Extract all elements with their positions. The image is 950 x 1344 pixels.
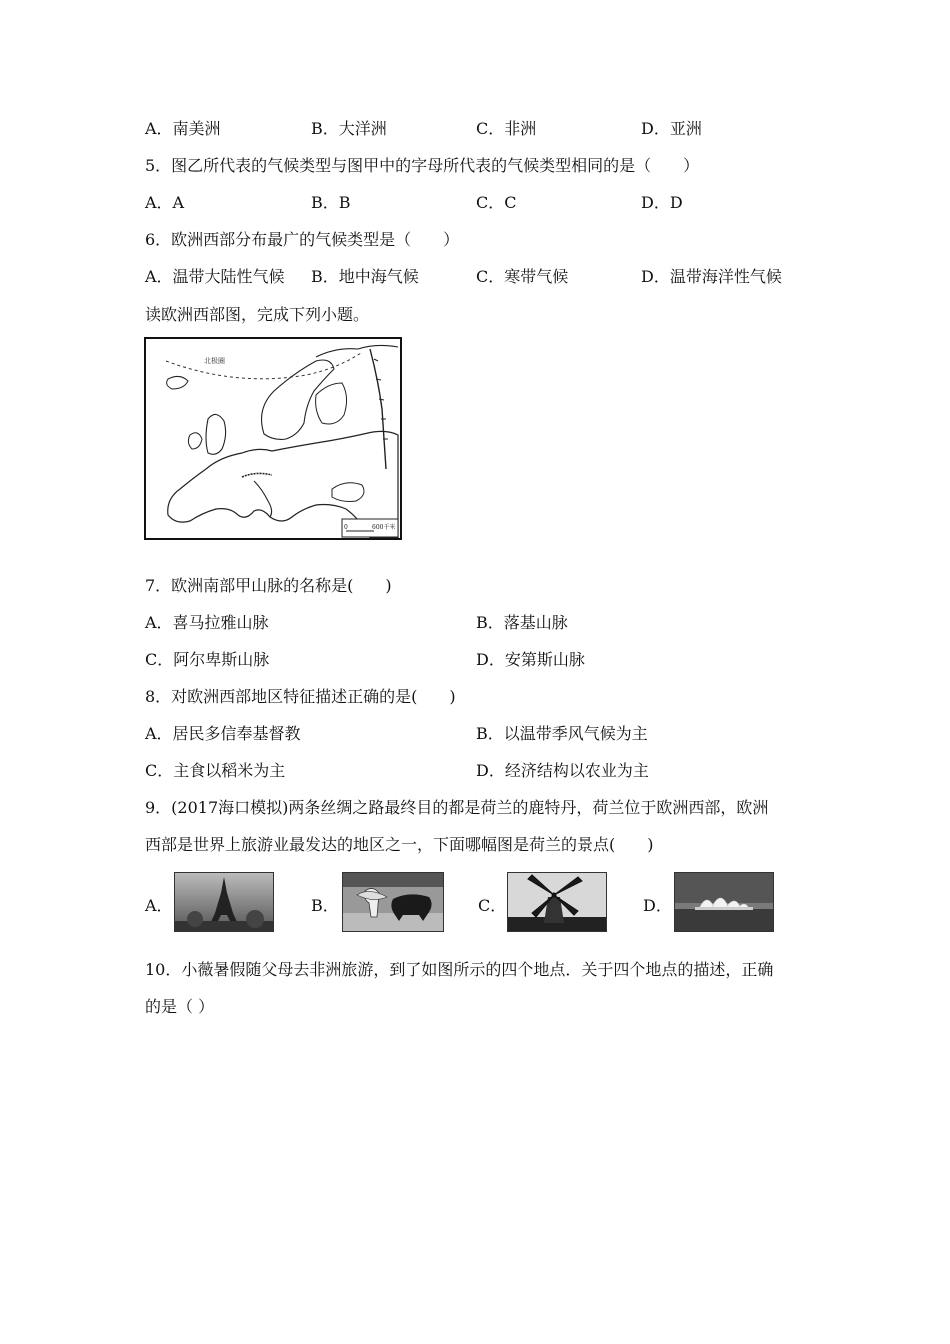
- scale-zero: 0: [344, 524, 348, 531]
- q5-option-d[interactable]: D．D: [641, 193, 683, 212]
- q8-option-c[interactable]: C．主食以稻米为主: [145, 761, 286, 780]
- q7-option-b[interactable]: B．落基山脉: [476, 613, 568, 632]
- q4-option-d[interactable]: D．亚洲: [641, 119, 702, 138]
- q9-option-a-label[interactable]: A．: [145, 896, 173, 915]
- bullfight-photo[interactable]: [342, 872, 444, 932]
- q7-option-d[interactable]: D．安第斯山脉: [476, 650, 585, 669]
- q6-option-c[interactable]: C．寒带气候: [476, 267, 569, 286]
- arctic-circle-line: [166, 353, 361, 379]
- q6-option-d[interactable]: D．温带海洋性气候: [641, 267, 782, 286]
- q4-option-a[interactable]: A．南美洲: [145, 119, 221, 138]
- arctic-circle-label: 北极圈: [204, 357, 225, 365]
- q6-option-b[interactable]: B．地中海气候: [311, 267, 419, 286]
- q5-option-a[interactable]: A．A: [145, 193, 185, 212]
- q5-stem: 5．图乙所代表的气候类型与图甲中的字母所代表的气候类型相同的是（ ）: [145, 156, 700, 175]
- q8-stem: 8．对欧洲西部地区特征描述正确的是( ): [145, 687, 456, 706]
- q5-option-b[interactable]: B．B: [311, 193, 351, 212]
- q6-option-a[interactable]: A．温带大陆性气候: [145, 267, 285, 286]
- europe-map-drawing: [146, 339, 400, 538]
- q7-option-a[interactable]: A．喜马拉雅山脉: [145, 613, 269, 632]
- scale-label: 600千米: [372, 524, 396, 531]
- q4-option-c[interactable]: C．非洲: [476, 119, 537, 138]
- q6-stem: 6．欧洲西部分布最广的气候类型是（ ）: [145, 230, 460, 249]
- q7-stem: 7．欧洲南部甲山脉的名称是( ): [145, 576, 392, 595]
- q9-option-c-label[interactable]: C．: [478, 896, 507, 915]
- q8-option-b[interactable]: B．以温带季风气候为主: [476, 724, 648, 743]
- q4-option-b[interactable]: B．大洋洲: [311, 119, 387, 138]
- q9-option-d-label[interactable]: D．: [643, 896, 672, 915]
- q10-stem-line2: 的是（ ）: [145, 997, 215, 1016]
- q10-stem-line1: 10．小薇暑假随父母去非洲旅游，到了如图所示的四个地点．关于四个地点的描述，正确: [145, 960, 774, 979]
- q8-option-d[interactable]: D．经济结构以农业为主: [476, 761, 649, 780]
- q8-option-a[interactable]: A．居民多信奉基督教: [145, 724, 301, 743]
- q9-option-b-label[interactable]: B．: [311, 896, 339, 915]
- q9-stem-line2: 西部是世界上旅游业最发达的地区之一，下面哪幅图是荷兰的景点( ): [145, 835, 654, 854]
- q9-stem-line1: 9．(2017海口模拟)两条丝绸之路最终目的都是荷兰的鹿特丹，荷兰位于欧洲西部，欧洲: [145, 798, 769, 817]
- sydney-opera-house-photo[interactable]: [674, 872, 774, 932]
- windmill-photo[interactable]: [507, 872, 607, 932]
- europe-map: [144, 337, 402, 540]
- eiffel-tower-photo[interactable]: [174, 872, 274, 932]
- q7-option-c[interactable]: C．阿尔卑斯山脉: [145, 650, 270, 669]
- q5-option-c[interactable]: C．C: [476, 193, 517, 212]
- section-intro: 读欧洲西部图，完成下列小题。: [145, 305, 370, 324]
